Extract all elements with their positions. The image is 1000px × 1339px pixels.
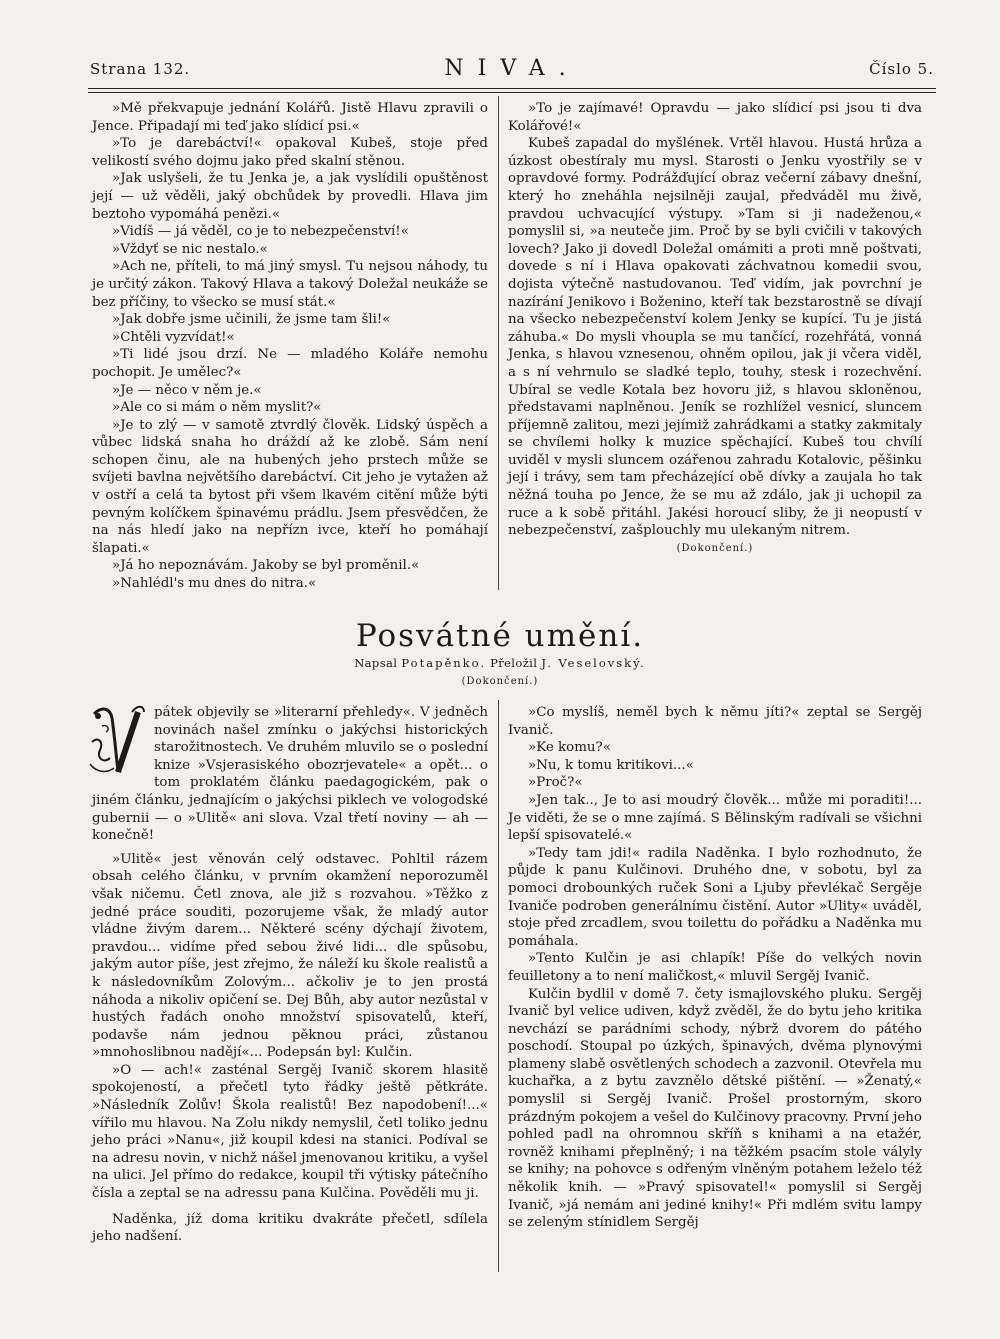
paragraph: »Jen tak.., Je to asi moudrý člověk... může mi poraditi!... Je viděti, že se o mne zajímá. S Bělinským radívali se všichni lepší spisovatelé.«	[508, 792, 922, 844]
article-title: Posvátné umění.	[355, 618, 645, 654]
paragraph: »Jak uslyšeli, že tu Jenka je, a jak vyslídili opuštěnost její — už věděli, jaký obchůdek by provedli. Hlava jim beztoho vypomáhá penězi.«	[92, 171, 488, 222]
column-divider	[498, 96, 499, 590]
paragraph: »Vždyť se nic nestalo.«	[112, 241, 268, 257]
paragraph: »To je darebáctví!« opakoval Kubeš, stoje před velikostí svého dojmu jako před skalní stěnou.	[92, 136, 488, 169]
page-header	[90, 56, 934, 86]
paragraph: »Chtěli vyzvídat!«	[112, 329, 235, 345]
paragraph: pátek objevily se »literarní přehledy«. V jedněch novinách našel zmínku o jakýchsi historických starožitnostech. Ve druhém mluvilo se o poslední knize »Vsjerasiského obozrjevatele« a opět... o tom proklatém článku paedagogickém, pak o jiném článku, jednajícím o jakýchsi piklech ve vologodské gubernii — o »Ulitě« ani slova. Vzal třetí noviny — ah — konečně!	[92, 705, 488, 844]
paragraph: »Ulitě« jest věnován celý odstavec. Pohltil rázem obsah celého článku, v prvním okamžení neporozuměl však ničemu. Četl znova, ale již s rozvahou. »Těžko z jedné práce souditi, pozorujeme však, že mladý autor vládne živým darem... Některé scény dýchají životem, pravdou... vidíme před sebou živé lidi... dle spůsobu, jakým autor píše, jest zřejmo, že náleží ku škole realistů a k následovníkům Zolovým... ačkoliv je to jen prostá náhoda a nikoliv opičení se. Dej Bůh, aby autor nezůstal v hustých řadách onoho množství spisovatelů, kteří, podavše nám jednou pěknou práci, zůstanou »mnohoslibnou nadějí«... Podepsán byl: Kulčin.	[92, 851, 488, 1061]
byline-prefix: Napsal	[354, 656, 398, 670]
paragraph: »Jak dobře jsme učinili, že jsme tam šli!«	[112, 312, 391, 328]
story-right-column	[508, 100, 922, 557]
paragraph: »Nu, k tomu kritikovi...«	[528, 757, 694, 773]
paragraph: »Ti lidé jsou drzí. Ne — mladého Koláře nemohu pochopit. Je umělec?«	[92, 347, 488, 380]
paragraph: »Proč?«	[528, 775, 583, 791]
header-rule-thin	[88, 92, 936, 93]
paragraph: »Je to zlý — v samotě ztvrdlý člověk. Lidský úspěch a vůbec lidská snaha ho dráždí až ke zlobě. Sám není schopen činu, ale na hubených jeho prstech může se svíjeti bavlna největšího darebáctví. Cit jeho je vytažen až v ostří a celá ta bytost při všem lkavém citění může býti pevným kolíčkem špinavému prádlu. Jsem přesvědčen, že na nás hledí jako na nepřízn ivce, kteří ho pomáhají šlapati.«	[92, 417, 488, 556]
ornamental-dropcap	[88, 702, 146, 780]
paragraph: Naděnka, jíž doma kritiku dvakráte přečetl, sdílela jeho nadšení.	[92, 1211, 488, 1245]
paragraph: »Ale co si mám o něm myslit?«	[112, 400, 322, 416]
paragraph: »Ach ne, příteli, to má jiný smysl. Tu nejsou náhody, tu je určitý zákon. Takový Hlava a takový Doležal neukáže se bez příčiny, to všecko se musí stát.«	[92, 259, 488, 310]
article-left-column	[92, 704, 488, 1246]
column-divider	[498, 700, 499, 1272]
translator-prefix: Přeložil	[490, 656, 538, 670]
magazine-title: NIVA.	[444, 56, 580, 81]
paragraph: »O — ach!« zasténal Sergěj Ivanič skorem hlasitě spokojeností, a přečetl tyto řádky ještě pětkráte. »Následník Zolův! Škola realistů! Bez napodobení!...« vířilo mu hlavou. Na Zolu nikdy nemyslil, četl toliko jednu jeho práci »Nanu«, již koupil kdesi na stanici. Podíval se na adresu novin, v nichž nášel jmenovanou kritiku, a vyšel na ulici. Jel přímo do redakce, koupil tři výtisky pátečního čísla a zeptal se na adressu pana Kulčina. Pověděli mu ji.	[92, 1062, 489, 1202]
paragraph: »Mě překvapuje jednání Kolářů. Jistě Hlavu zpravili o Jence. Připadají mi teď jako slídicí psi.«	[92, 101, 488, 134]
issue-number: Číslo 5.	[869, 60, 934, 78]
article-right-column	[508, 704, 922, 1232]
paragraph: »Je — něco v něm je.«	[112, 382, 262, 398]
author-name: Potapěnko.	[401, 656, 486, 670]
paragraph: »Já ho nepoznávám. Jakoby se byl proměnil.«	[112, 558, 420, 574]
paragraph: »Tedy tam jdi!« radila Naděnka. I bylo rozhodnuto, že půjde k panu Kulčinovi. Druhého dne, v sobotu, byl za pomoci drobounkých ruček Soni a Ljuby převlékač Sergěje Ivaniče podroben generálnímu čistění. Autor »Ulity« uváděl, stoje před zrcadlem, svou toilettu do pořádku a Naděnka mu pomáhala.	[508, 845, 922, 949]
paragraph: Kubeš zapadal do myšlének. Vrtěl hlavou. Hustá hrůza a úzkost obestíraly mu mysl. Starosti o Jenku vyostřily se v opravdové formy. Podrážďující obraz večerní zábavy dnešní, který ho zneháhla nejsilněji zaujal, předváděl mu živě, pravdou uchvacující výstupy. »Tam si ji nadeženou,« pomyslil si, »a neuteče jim. Proč by se byli cvičili v takových lovech? Jako ji dovedl Doležal omámiti a proti mně poštvati, dovede s ní i Hlava opakovati záchvatnou komedii svou, dojista výtečně nastudovanou. Teď vidím, jak povrchní je nazírání Jenikovo i Boženino, kteří tak bezstarostně se dívají na všecko nebezpečenství kolem Jenky se kupící. Tu je jistá záhuba.« Do mysli vhoupla se mu tančící, rozehřátá, vonná Jenka, s hlavou vznesenou, ohněm opilou, jak ji včera viděl, a s ní vehrnulo se sladké teplo, touhy, stesk i rozechvění. Ubíral se vedle Kotala bez hovoru již, s hlavou skloněnou, představami naplněnou. Jeník se rozhlížel vesnicí, sluncem příjemně zalitou, mezi jejímiž zahrádkami a statky zakmitaly se chvílemi holky k muzice spěchající. Kubeš tou chvílí uviděl v mysli sluncem ozářenou zahradu Kotalovic, pěšinku její i trávy, sem tam přecházející obě dívky a zaujala ho tak něžná touha po Jence, že se mu až zdálo, jak ji uchopil za ruce a k sobě přitáhl. Jakési horoucí sliby, že ji neopustí v nebezpečenství, zašplouchly mu ulekaným nitrem.	[508, 136, 922, 539]
paragraph: Kulčin bydlil v domě 7. čety ismajlovského pluku. Sergěj Ivanič byl velice udiven, když zvěděl, že do bytu jeho kritika nevchází se parádními schody, nýbrž dvorem do pátého poschodí. Stoupal po úzkých, špinavých, dvěma plynovými plameny slabě osvětlených schodech a zazvonil. Otevřela mu kuchařka, a z bytu zavznělo dětské pištění. — »Ženatý,« pomyslil si Sergěj Ivanič. Prošel prostorným, skoro prázdným pokojem a vešel do Kulčinovy pracovny. První jeho pohled padl na ohromnou skříň s knihami a na etažér, rovněž knihami přeplněný; i na těžkém psacím stole vályly se knihy; na pohovce s odřeným vlněným potahem leželo též několik knih. — »Pravý spisovatel!« pomyslil si Sergěj Ivanič, »já nemám ani jediné knihy!« Při mdlém svitu lampy se zeleným stínidlem Sergěj	[508, 986, 922, 1231]
paragraph: »Co myslíš, neměl bych k němu jíti?« zeptal se Sergěj Ivanič.	[508, 705, 922, 738]
paragraph: »Nahlédl's mu dnes do nitra.«	[112, 576, 317, 592]
page-number: Strana 132.	[90, 60, 191, 78]
translator-name: J. Veselovský.	[541, 656, 646, 670]
paragraph: »To je zajímavé! Opravdu — jako slídicí psi jsou ti dva Kolářové!«	[508, 101, 922, 134]
paragraph: »Tento Kulčin je asi chlapík! Píše do velkých novin feuilletony a to není maličkost,« mluvil Sergěj Ivanič.	[508, 951, 922, 984]
story-left-column	[92, 100, 488, 593]
header-rule	[88, 88, 936, 89]
to-be-concluded-note: (Dokončení.)	[676, 542, 754, 554]
article-byline	[0, 656, 1000, 670]
dropcap-v-icon	[88, 702, 146, 780]
article-conclusion-note: (Dokončení.)	[461, 676, 539, 687]
paragraph: »Vidíš — já věděl, co je to nebezpečenství!«	[112, 224, 409, 240]
paragraph: »Ke komu?«	[528, 740, 611, 756]
